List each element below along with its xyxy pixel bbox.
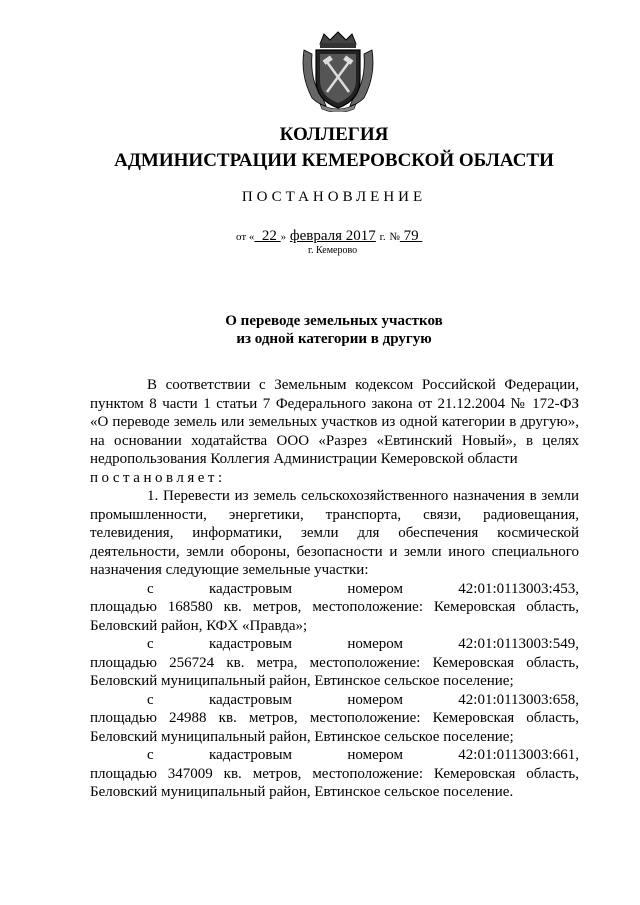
year-suffix: г. — [379, 231, 386, 243]
parcel-details: площадью 168580 кв. метров, местоположение: Кемеровская область, Беловский район, КФХ «Правда»; — [90, 599, 579, 634]
parcel-word: с — [147, 580, 154, 597]
collegium-title: КОЛЛЕГИЯ — [279, 124, 389, 145]
parcel-details: площадью 256724 кв. метра, местоположение: Кемеровская область, Беловский муниципальный район, Евтинское сельское поселение; — [90, 654, 579, 689]
parcel-word: кадастровым — [208, 691, 293, 708]
date-mid: » — [280, 231, 287, 243]
parcel-word: с — [147, 747, 154, 763]
document-body — [90, 376, 579, 802]
parcel-word: номером — [347, 580, 403, 597]
parcel-details: площадью 24988 кв. метров, местоположение: Кемеровская область, Беловский муниципальный район, Евтинское сельское поселение; — [90, 710, 579, 745]
item-1-paragraph: 1. Перевести из земель сельскохозяйственного назначения в земли промышленности, энергетики, транспорта, связи, радиовещания, телевидения, информатики, земли для обеспечения космической деятельности, земли обороны, безопасности и земли иного специального назначения следующие земельные участки: — [90, 488, 579, 578]
subject-line-1: О переводе земельных участков — [225, 313, 443, 329]
parcel-entry — [90, 691, 579, 747]
parcel-word: кадастровым — [208, 747, 293, 763]
cadastral-number: 42:01:0113003:549, — [458, 636, 579, 652]
coat-of-arms-icon — [298, 30, 378, 112]
preamble-paragraph: В соответствии с Земельным кодексом Российской Федерации, пунктом 8 части 1 статьи 7 Федерального закона от 21.12.2004 № 172-ФЗ «О переводе земель или земельных участков из одной категории в другую», на основании ходатайства ООО «Разрез «Евтинский Новый», в целях недропользования Коллегия Администрации Кемеровской области — [90, 377, 579, 467]
parcel-details: площадью 347009 кв. метров, местоположение: Кемеровская область, Беловский муниципальный район, Евтинское сельское поселение. — [90, 765, 579, 800]
parcel-word: с — [147, 636, 154, 652]
city-label: г. Кемерово — [308, 245, 358, 256]
parcel-word: номером — [347, 691, 403, 708]
parcel-word: кадастровым — [208, 636, 293, 652]
date-number-line — [236, 228, 422, 245]
cadastral-number: 42:01:0113003:661, — [458, 747, 579, 763]
parcel-entry — [90, 746, 579, 802]
date-day: 22 — [261, 228, 277, 244]
parcel-word: номером — [347, 747, 403, 763]
number-label: № — [389, 231, 400, 243]
parcel-entry — [90, 635, 579, 691]
date-prefix: от « — [236, 231, 255, 243]
parcel-word: номером — [347, 636, 403, 652]
parcel-entry — [90, 580, 579, 636]
parcel-word: кадастровым — [208, 580, 293, 597]
date-month-year: февраля 2017 — [289, 228, 376, 244]
parcel-word: с — [147, 691, 154, 708]
subject-line-2: из одной категории в другую — [236, 331, 432, 347]
cadastral-number: 42:01:0113003:658, — [458, 691, 579, 708]
document-type: ПОСТАНОВЛЕНИЕ — [241, 189, 427, 205]
cadastral-number: 42:01:0113003:453, — [458, 580, 579, 597]
administration-title: АДМИНИСТРАЦИИ КЕМЕРОВСКОЙ ОБЛАСТИ — [114, 150, 554, 171]
resolves-word: постановляет: — [90, 469, 226, 486]
document-number: 79 — [403, 228, 419, 244]
